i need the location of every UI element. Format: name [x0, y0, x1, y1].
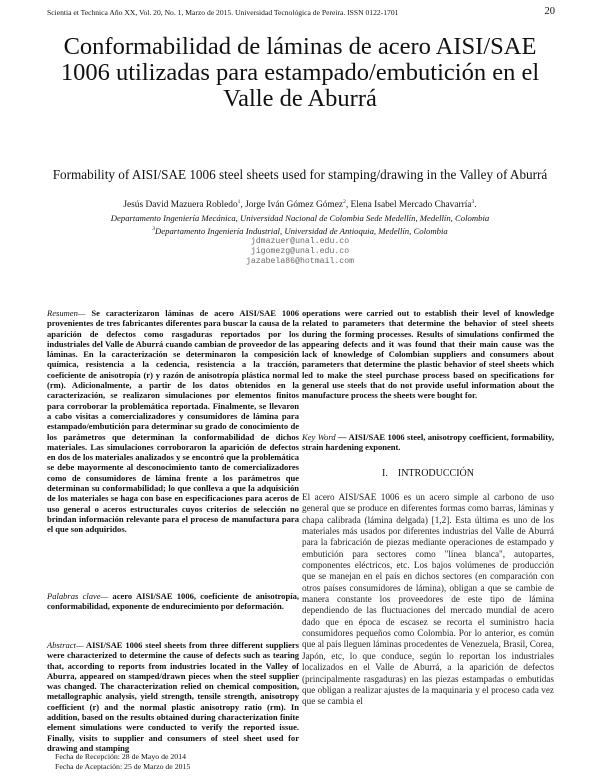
affiliation-text: Departamento Ingeniería Industrial, Universidad de Antioquia, Medellín, Colombia — [154, 225, 448, 236]
email[interactable]: jazabela86@hotmail.com — [245, 256, 355, 266]
author-sup: 1 — [237, 199, 241, 205]
author-list: Jesús David Mazuera Robledo$^1$, Jorge Iván Gómez Gómez$^2$, Elena Isabel Mercado Chavarría$^3$. — [123, 199, 477, 211]
author-name: Jorge Iván Gómez Gómez — [245, 200, 344, 211]
dates — [55, 752, 190, 772]
section-title: INTRODUCCIÓN — [397, 468, 474, 479]
affiliation — [30, 224, 570, 237]
keywords-label: Key Word — [302, 432, 336, 442]
keywords — [302, 432, 554, 453]
resumen-label: Resumen— — [47, 308, 86, 318]
keywords-text: — AISI/SAE 1006 steel, anisotropy coefficient, formability, strain hardening exponent. — [302, 432, 554, 453]
paper-subtitle: Formability of AISI/SAE 1006 steel sheets used for stamping/drawing in the Valley of Aburrá — [52, 167, 548, 182]
section-number: I. — [382, 468, 388, 479]
reception-date: Fecha de Recepción: 28 de Mayo de 2014 — [55, 752, 186, 761]
palabras-clave-text: acero AISI/SAE 1006, coeficiente de anisotropía, conformabilidad, exponente de endurecimiento por deformación. — [47, 591, 299, 612]
author-block — [30, 197, 570, 267]
abstract-text: AISI/SAE 1006 steel sheets from three different suppliers were characterized to determine the cause of defects such as tearing that, according to reports from industries located in the Valley of Aburra, appeared on stamped/drawn pieces when the steel supplier was changed. The characterization relied on chemical composition, metallographic analysis, yield strength, tensile strength, anisotropy coefficient (r) and the normal plastic anisotropy ratio (rm). In addition, based on the results obtained during characterization finite element simulations were conducted to verify the reported issue. Finally, visits to supplier and consumers of steel sheet used for drawing and stamping — [47, 640, 299, 753]
abstract — [47, 640, 299, 753]
section-heading — [302, 468, 554, 479]
author-sup: 3 — [471, 199, 475, 205]
acceptance-date: Fecha de Aceptación: 25 de Marzo de 2015 — [55, 762, 191, 771]
running-header: Scientia et Technica Año XX, Vol. 20, No. 1, Marzo de 2015. Universidad Tecnológica de Pereira. ISSN 0122-1701 — [47, 8, 399, 17]
abstract-continued: operations were carried out to establish their level of knowledge related to parameters that determine the behavior of steel sheets during the forming processes. Results of simulations confirmed the appearing defects and it was found that their main cause was the lack of knowledge of Colombian suppliers and consumers about parameters that determine the plastic behavior of steel sheets which led to make the steel purchase process based on specifications for general use steels that do not provide useful information about the manufacture process the sheets were bought for. — [302, 308, 554, 401]
abstract-label: Abstract— — [47, 640, 84, 650]
author-name: Jesús David Mazuera Robledo — [123, 200, 238, 211]
author-sup: 2 — [343, 199, 346, 205]
palabras-clave-label: Palabras clave— — [47, 591, 109, 601]
email[interactable]: jdmazuer@unal.edu.co — [250, 236, 350, 246]
paper-title: Conformabilidad de láminas de acero AISI/SAE 1006 utilizadas para estampado/embutición en el Valle de Aburrá — [60, 33, 540, 112]
resumen-text: Se caracterizaron láminas de acero AISI/SAE 1006 provenientes de tres fabricantes diferentes para buscar la causa de la aparición de defectos como rasgaduras reportados por los industriales del Valle de Aburrá cuando cambian de proveedor de las láminas. En la caracterización se determinaron la composición química, resistencia a la cedencia, resistencia a la tracción, coeficiente de anisotropía (r) y razón de anisotropía plástica normal (rm). Adicionalmente, a partir de los datos obtenidos en la caracterización, se realizaron simulaciones por elementos finitos para corroborar la problemática reportada. Finalmente, se llevaron a cabo visitas a comercializadores y consumidores de lámina para estampado/embutición para determinar su grado de conocimiento de los parámetros que determinan la conformabilidad de dichos materiales. Las simulaciones corroboraron la aparición de defectos en dos de los materiales analizados y se encontró que la problemática se debe mayormente al desconocimiento tanto de comercializadores como de consumidores de lámina frente a los parámetros que determinan su conformabilidad; lo que conlleva a que la adquisición de los materiales se haga con base en especificaciones para aceros de uso general o aceros estructurales cuyos criterios de selección no brindan información relevante para el proceso de manufactura para el que son adquiridos. — [47, 308, 299, 535]
introduction-text: El acero AISI/SAE 1006 es un acero simple al carbono de uso general que se produce en diferentes formas como barras, láminas y chapa calibrada (lámina delgada) [1,2]. Esta última es uno de los materiales más usados por diferentes industrias del Valle de Aburrá para la fabricación de piezas mediante operaciones de estampado y embutición para sectores como "línea blanca", autopartes, componentes eléctricos, etc. Los bajos volúmenes de producción que se manejan en el país en dichos sectores (en comparación con otros países consumidores de lámina), obligan a que se cambie de manera constante los proveedores de este tipo de lámina dependiendo de las fluctuaciones del mercado mundial de acero dado que en época de escasez se recorta el suministro hacia consumidores pequeños como Colombia. Por lo anterior, es común que al país lleguen láminas procedentes de Venezuela, Brasil, Corea, Japón, etc, lo que conduce, según lo reportan los industriales localizados en el Valle de Aburrá, a la aparición de defectos (principalmente rasgaduras) en las piezas estampadas o embutidas que obligan a realizar ajustes de la maquinaria y el proceso cada vez que se cambia el — [302, 492, 554, 707]
palabras-clave — [47, 591, 299, 612]
affiliation-text: Departamento Ingeniería Mecánica, Universidad Nacional de Colombia Sede Medellín, Medellín, Colombia — [110, 213, 490, 224]
author-name: Elena Isabel Mercado Chavarría — [350, 200, 472, 211]
resumen — [47, 308, 299, 535]
affiliation — [30, 211, 570, 224]
affiliation-sup: 3 — [152, 226, 155, 233]
email[interactable]: jigomezg@unal.edu.co — [250, 246, 350, 256]
page-number: 20 — [544, 6, 555, 17]
